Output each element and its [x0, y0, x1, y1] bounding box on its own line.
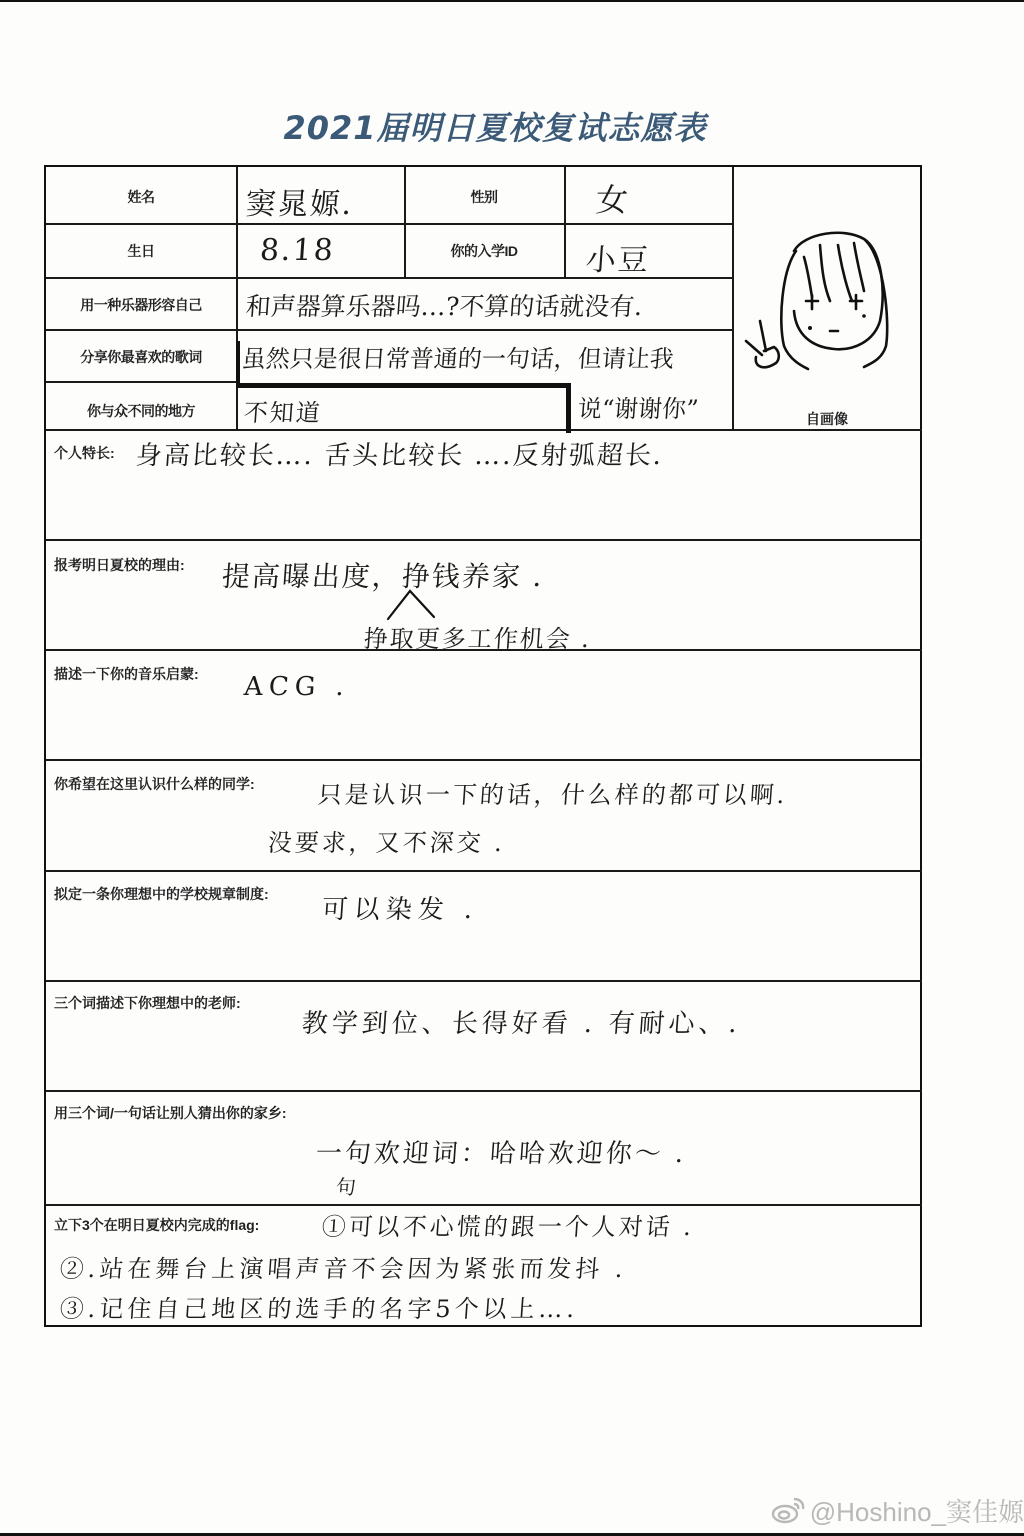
birthday-value[interactable]: 8.18 — [258, 233, 337, 268]
hometown-value[interactable]: 一句欢迎词：哈哈欢迎你～ . — [314, 1139, 688, 1169]
col-divider — [564, 167, 566, 277]
birthday-label: 生日 — [127, 243, 155, 259]
lyrics-box-left — [236, 341, 240, 387]
lyrics-label: 分享你最喜欢的歌词 — [80, 349, 202, 365]
name-value[interactable]: 窦晁嫄. — [244, 187, 355, 222]
lyrics-box-bottom — [238, 383, 568, 388]
row-divider — [46, 381, 236, 383]
insert-caret-icon — [382, 587, 442, 621]
reason-value-line2[interactable]: 挣取更多工作机会 . — [362, 625, 593, 653]
classmates-label: 你希望在这里认识什么样的同学: — [54, 776, 255, 792]
classmates-value-line2[interactable]: 没要求，又不深交 . — [266, 829, 507, 857]
specialty-value[interactable]: 身高比较长…. 舌头比较长 ….反射弧超长. — [134, 441, 665, 471]
self-portrait-icon — [734, 171, 918, 431]
section-divider — [46, 1090, 922, 1092]
specialty-label: 个人特长: — [54, 445, 115, 461]
school-rule-value[interactable]: 可以染发 . — [320, 895, 480, 925]
form-title: 2021届明日夏校复试志愿表 — [283, 109, 707, 147]
watermark-text: @Hoshino_窦佳嫄 — [809, 1496, 1024, 1527]
section-divider — [46, 539, 922, 541]
classmates-value-line1[interactable]: 只是认识一下的话，什么样的都可以啊. — [316, 781, 789, 809]
school-rule-label: 拟定一条你理想中的学校规章制度: — [54, 886, 269, 902]
lyrics-value-line2[interactable]: 说“谢谢你” — [576, 395, 700, 423]
flags-label: 立下3个在明日夏校内完成的flag: — [54, 1217, 260, 1233]
hometown-correction: 句 — [335, 1175, 359, 1199]
section-divider — [46, 980, 922, 982]
difference-value[interactable]: 不知道 — [242, 399, 323, 427]
instrument-label: 用一种乐器形容自己 — [80, 297, 202, 313]
flag-2[interactable]: ②.站在舞台上演唱声音不会因为紧张而发抖 . — [58, 1255, 628, 1283]
gender-label: 性别 — [470, 189, 498, 205]
lyrics-box-right — [566, 383, 571, 433]
reason-value-line1[interactable]: 提高曝出度，挣钱养家 . — [220, 560, 545, 593]
ideal-teacher-value[interactable]: 教学到位、长得好看 . 有耐心、. — [300, 1009, 742, 1039]
difference-label: 你与众不同的地方 — [87, 403, 195, 419]
music-enlightenment-label: 描述一下你的音乐启蒙: — [54, 666, 199, 682]
flag-1[interactable]: ①可以不心慌的跟一个人对话 . — [320, 1213, 696, 1241]
section-divider — [46, 759, 922, 761]
top-edge — [0, 0, 1024, 2]
name-label: 姓名 — [127, 189, 155, 205]
row-divider — [46, 329, 732, 331]
gender-value[interactable]: 女 — [594, 181, 632, 219]
ideal-teacher-label: 三个词描述下你理想中的老师: — [54, 995, 241, 1011]
student-id-label: 你的入学ID — [450, 243, 518, 259]
student-id-value[interactable]: 小豆 — [584, 243, 651, 278]
self-portrait-label: 自画像 — [806, 411, 848, 427]
watermark — [770, 1490, 1024, 1530]
col-divider — [236, 167, 238, 429]
row-divider — [46, 223, 732, 225]
music-enlightenment-value[interactable]: ACG . — [242, 672, 352, 702]
section-divider — [46, 1204, 922, 1206]
weibo-icon — [770, 1495, 806, 1525]
section-divider — [46, 870, 922, 872]
application-form — [44, 165, 922, 1327]
flag-3[interactable]: ③.记住自己地区的选手的名字5个以上…. — [58, 1295, 580, 1323]
reason-label: 报考明日夏校的理由: — [54, 557, 185, 573]
lyrics-value-line1[interactable]: 虽然只是很日常普通的一句话，但请让我 — [240, 345, 675, 373]
hometown-label: 用三个词/一句话让别人猜出你的家乡: — [54, 1105, 287, 1121]
instrument-value[interactable]: 和声器算乐器吗…?不算的话就没有. — [244, 292, 644, 321]
